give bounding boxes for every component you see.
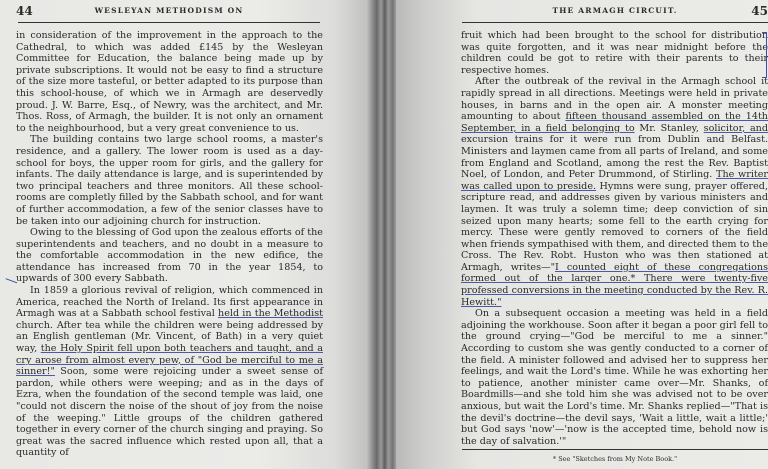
right-page [396, 0, 768, 469]
running-head: THE ARMAGH CIRCUIT. [552, 6, 678, 15]
pen-underline: the Holy Spirit fell upon both teachers and taught, and a cry arose from almost every pew, of "God be merciful to me a sinner!" [16, 343, 323, 378]
paragraph: fruit which had been brought to the school for distribution was quite forgotten, and it was near midnight before the children could be got to retire with their parents to their respective homes. [461, 30, 768, 76]
page-number: 44 [16, 4, 33, 18]
pen-underline: fifteen thousand assembled on the 14th September, in a field belonging to [461, 111, 768, 134]
header-rule [18, 22, 320, 23]
pen-underline: held in the Methodist [218, 308, 323, 320]
page-number: 45 [751, 4, 768, 18]
text-span: church. After tea while the children were being addressed by an English gentleman (Mr. Vincent, of Bath) in a very quiet way, [16, 319, 323, 355]
paragraph: Owing to the blessing of God upon the zealous efforts of the superintendents and teachers, and no doubt in a measure to the comfortable accommodation in the new edifice, the attendance has increased from 70 in the year 1854, to upwards of 300 every Sabbath. [16, 227, 323, 285]
right-page-header [462, 6, 768, 20]
left-page-header [16, 6, 322, 20]
paragraph: The building contains two large school rooms, a master's residence, and a gallery. The lower room is used as a day-school for boys, the upper room for girls, and the gallery for infants. The daily attendance is large, and is superintended by two principal teachers and three monitors. All these school-rooms are completly filled by the Sabbath school, and for want of further accommodation, a few of the senior classes have to be taken into our adjoining church for instruction. [16, 134, 323, 227]
pen-underline: solicitor, and [703, 122, 768, 134]
paragraph: On a subsequent occasion a meeting was held in a field adjoining the workhouse. Soon after it began a poor girl fell to the ground crying—"God be merciful to me a sinner." According to custom she was gently conducted to a corner of the field. A minister followed and advised her to suppress her feelings, and wait the Lord's time. While he was exhorting her to patience, another minister came over—Mr. Shanks, of Boardmills—and she told him she was advised not to be over anxious, but wait the Lord's time. Mr. Shanks replied—"That is the devil's doctrine—the devil says, 'Wait a little, wait a little;' but God says 'now'—'now is the accepted time, behold now is the day of salvation.'" [461, 308, 768, 447]
header-rule [462, 22, 768, 23]
paragraph: in consideration of the improvement in the approach to the Cathedral, to which was added £145 by the Wesleyan Committee for Education, the balance being made up by private subscriptions. It would not be easy to find a structure of the size more tasteful, or better adapted to its purpose than this school-house, of which we in Armagh are deservedly proud. J. W. Barre, Esq., of Newry, was the architect, and Mr. Thos. Ross, of Armagh, the builder. It is not only an ornament to the neighbourhood, but a very great convenience to us. [16, 30, 323, 134]
text-span: Hymns were sung, prayer offered, scripture read, and addresses given by various ministers and laymen. It was truly a solemn time; deep conviction of sin seized upon many hearts; some fell to the earth crying for mercy. These were gently removed to corners of the field when friends sympathised with them, and directed them to the Cross. The Rev. Robt. Huston who was then stationed at Armagh, writes—" [461, 180, 768, 273]
text-span: In 1859 a glorious revival of religion, which commenced in America, reached the North of Ireland. Its first appearance in Armagh was at a Sabbath school festival [16, 285, 323, 320]
footnote: * See "Sketches from My Note Book." [552, 455, 678, 463]
left-page [0, 0, 372, 469]
running-head: WESLEYAN METHODISM ON [94, 6, 244, 15]
left-page-body [16, 30, 323, 459]
right-page-body [461, 30, 768, 447]
paragraph [16, 285, 323, 459]
text-span: excursion trains for it were run from Dublin and Belfast. Ministers and laymen came from all parts of Ireland, and some from England and Scotland, among the rest the Rev. Baptist Noel, of London, and Peter Drummond, of Stirling. [461, 134, 768, 181]
pen-underline: I counted eight of these congregations formed out of the larger one.* There were twenty-five professed conversions in the meeting conducted by the Rev. R. Hewitt." [461, 261, 768, 308]
footnote-rule [462, 449, 768, 450]
text-span: Mr. Stanley, [634, 122, 704, 134]
pen-bracket-margin [762, 32, 767, 78]
paragraph [461, 76, 768, 308]
text-span: Soon, some were rejoicing under a sweet sense of pardon, while others were weeping; and as in the days of Ezra, when the foundation of the second temple was laid, one "could not discern the noise of the shout of joy from the noise of the weeping." Little groups of the children gathered together in every corner of the church singing and praying. So great was the sacred influence which rested upon all, that a quantity of [16, 366, 323, 459]
pen-underline: The writer was called upon to preside. [461, 169, 768, 192]
text-span: After the outbreak of the revival in the Armagh school it rapidly spread in all directions. Meetings were held in private houses, in barns and in the open air. A monster meeting amounting to about [461, 76, 768, 123]
